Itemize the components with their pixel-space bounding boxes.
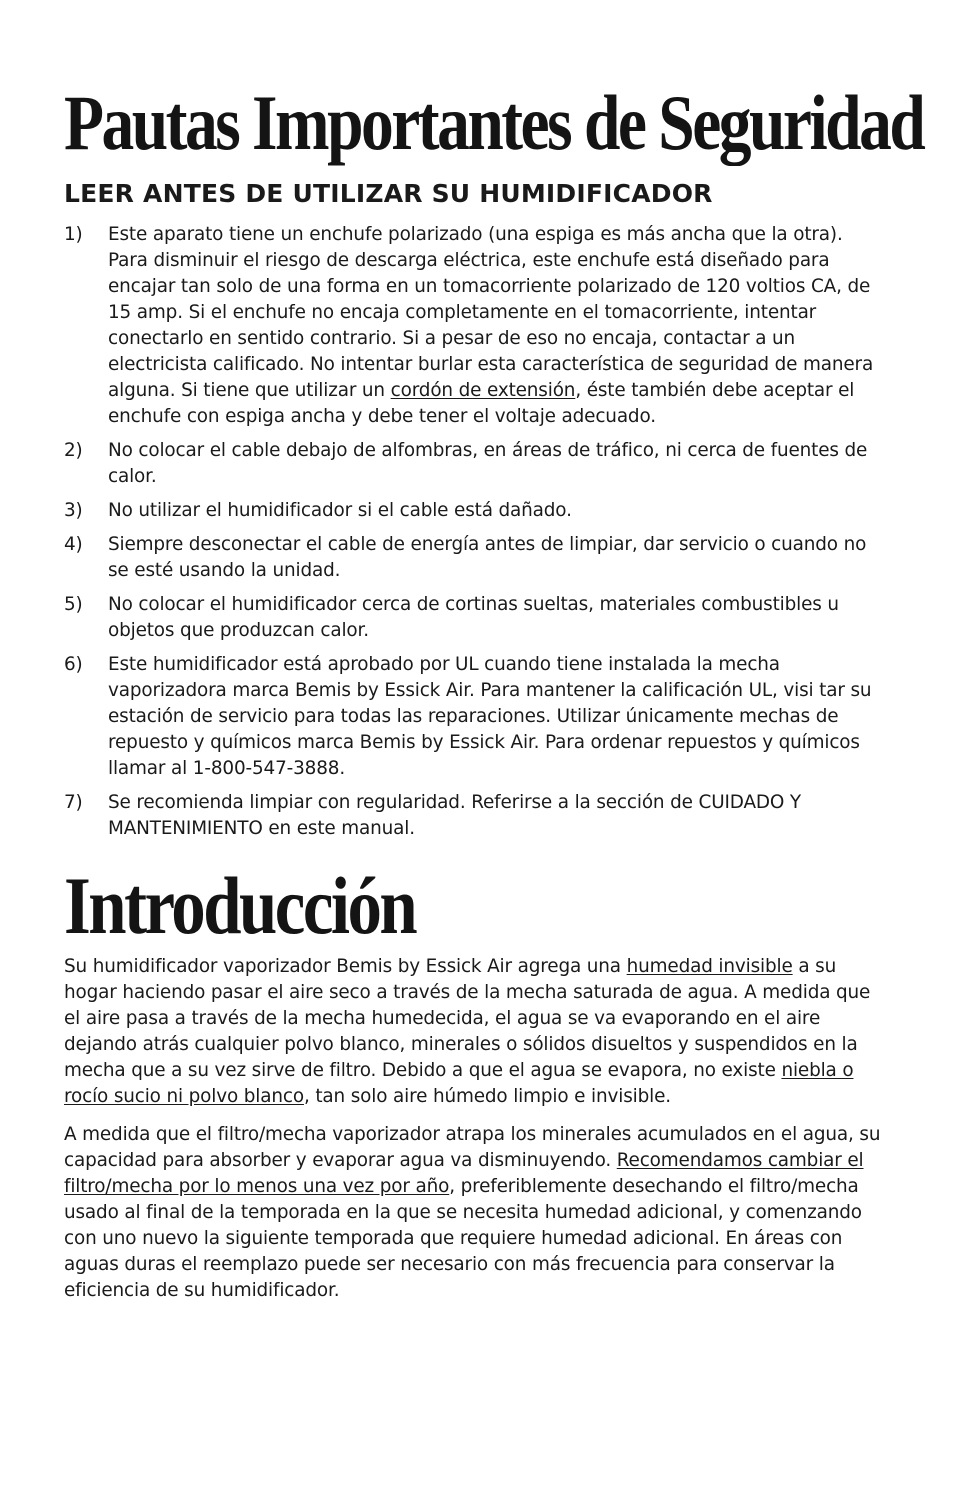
- intro-paragraph-2: A medida que el filtro/mecha vaporizador atrapa los minerales acumulados en el agua, su capacidad para absorber y evaporar agua va disminuyendo. Recomendamos cambiar el filtro/mecha por lo menos una vez por año, preferiblemente desechando el filtro/mecha usado al final de la temporada en la que se necesita humedad adicional, y comenzando con uno nuevo la siguiente temporada que requiere humedad adicional. En áreas con aguas duras el reemplazo puede ser necesario con más frecuencia para conservar la eficiencia de su humidificador.: [64, 1124, 881, 1301]
- item-number: 3): [64, 500, 83, 521]
- item-text: Este aparato tiene un enchufe polarizado (una espiga es más ancha que la otra). Para disminuir el riesgo de descarga eléctrica, este enchufe está diseñado para encajar tan solo de una forma en un tomacorriente polarizado de 120 voltios CA, de 15 amp. Si el enchufe no encaja completamente en el tomacorriente, intentar conectarlo en sentido contrario. Si a pesar de eso no encaja, contactar a un electricista calificado. No intentar burlar esta característica de seguridad de manera alguna. Si tiene que utilizar un cordón de extensión, éste también debe aceptar el enchufe con espiga ancha y debe tener el voltaje adecuado.: [108, 224, 874, 427]
- intro-title: Introducción: [64, 860, 416, 951]
- item-text: No colocar el cable debajo de alfombras, en áreas de tráfico, ni cerca de fuentes de calor.: [108, 440, 868, 487]
- item-text: Siempre desconectar el cable de energía antes de limpiar, dar servicio o cuando no se esté usando la unidad.: [108, 534, 867, 581]
- item-text: No utilizar el humidificador si el cable está dañado.: [108, 500, 572, 521]
- item-number: 7): [64, 792, 83, 813]
- underlined-term: humedad invisible: [626, 956, 793, 977]
- list-item: [64, 592, 884, 644]
- list-item: [64, 222, 884, 430]
- intro-paragraph-1: Su humidificador vaporizador Bemis by Essick Air agrega una humedad invisible a su hogar haciendo pasar el aire seco a través de la mecha saturada de agua. A medida que el aire pasa a través de la mecha humedecida, el agua se va evaporando en el aire dejando atrás cualquier polvo blanco, minerales o sólidos disueltos y suspendidos en la mecha que a su vez sirve de filtro. Debido a que el agua se evapora, no existe niebla o rocío sucio ni polvo blanco, tan solo aire húmedo limpio e invisible.: [64, 956, 871, 1107]
- intro-section: [64, 954, 884, 1304]
- document-page: [64, 78, 924, 1316]
- item-number: 5): [64, 594, 83, 615]
- item-number: 4): [64, 534, 83, 555]
- underlined-term: Recomendamos cambiar el filtro/mecha por lo menos una vez por año: [64, 1150, 864, 1197]
- list-item: [64, 438, 884, 490]
- item-text: Se recomienda limpiar con regularidad. Referirse a la sección de CUIDADO Y MANTENIMIENTO en este manual.: [108, 792, 802, 839]
- list-item: [64, 532, 884, 584]
- item-number: 6): [64, 654, 83, 675]
- list-item: [64, 652, 884, 782]
- item-text: Este humidificador está aprobado por UL cuando tiene instalada la mecha vaporizadora marca Bemis by Essick Air. Para mantener la calificación UL, visi tar su estación de servicio para todas las reparaciones. Utilizar únicamente mechas de repuesto y químicos marca Bemis by Essick Air. Para ordenar repuestos y químicos llamar al 1-800-547-3888.: [108, 654, 872, 779]
- underlined-term: cordón de extensión: [390, 380, 576, 401]
- item-number: 2): [64, 440, 83, 461]
- safety-subtitle: LEER ANTES DE UTILIZAR SU HUMIDIFICADOR: [64, 179, 713, 208]
- item-number: 1): [64, 224, 83, 245]
- underlined-term: niebla o rocío sucio ni polvo blanco: [64, 1060, 854, 1107]
- item-text: No colocar el humidificador cerca de cortinas sueltas, materiales combustibles u objetos que produzcan calor.: [108, 594, 839, 641]
- safety-title: Pautas Importantes de Seguridad: [64, 79, 924, 166]
- safety-list: [64, 222, 884, 842]
- list-item: [64, 790, 884, 842]
- list-item: [64, 498, 884, 524]
